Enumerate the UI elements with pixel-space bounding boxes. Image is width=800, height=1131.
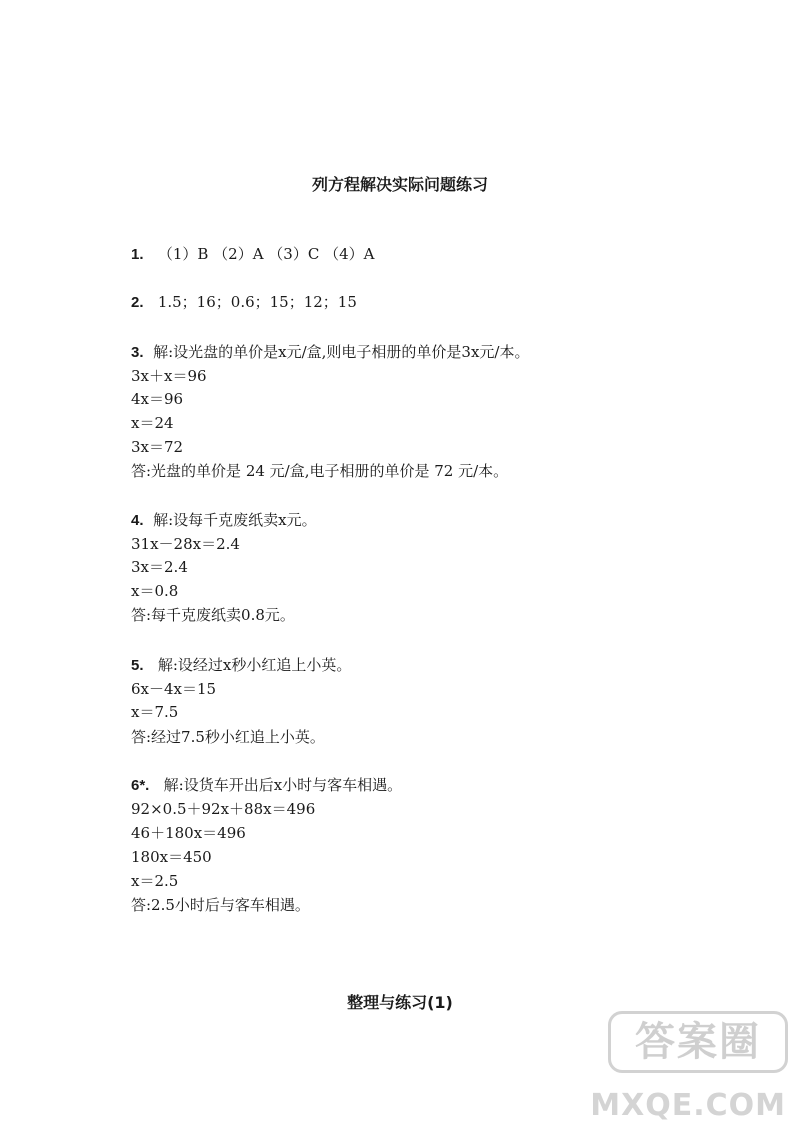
question-6-intro [131,775,402,796]
question-number: 3. [131,344,144,361]
equation-line: 3x＝2.4 [131,558,188,576]
equation-line: x＝7.5 [131,703,179,721]
solution-intro: 解:设光盘的单价是x元/盒,则电子相册的单价是3x元/本。 [153,343,530,361]
watermark-logo: 答案圈 [608,1011,788,1073]
question-2 [131,292,357,313]
question-1 [131,244,374,265]
solution-intro: 解:设货车开出后x小时与客车相遇。 [163,776,403,794]
page-title: 列方程解决实际问题练习 [311,175,488,194]
question-3-intro [131,342,529,363]
equation-line: 92×0.5＋92x＋88x＝496 [131,800,316,818]
question-5-intro [131,655,351,676]
question-number: 2. [131,294,144,311]
equation-line: 3x＝72 [131,438,184,456]
equation-line: x＝24 [131,414,174,432]
answer-line: 答:经过7.5秒小红追上小英。 [131,728,325,746]
question-number: 4. [131,512,144,529]
equation-line: x＝0.8 [131,582,179,600]
answer-text: （1）B （2）A （3）C （4）A [157,245,375,263]
next-section-title: 整理与练习(1) [347,993,453,1012]
answer-line: 答:光盘的单价是 24 元/盒,电子相册的单价是 72 元/本。 [131,462,509,480]
equation-line: 180x＝450 [131,848,212,866]
equation-line: 4x＝96 [131,390,184,408]
equation-line: 46＋180x＝496 [131,824,246,842]
watermark-url: MXQE.COM [590,1088,786,1123]
question-number: 1. [131,246,144,263]
watermark [590,1011,788,1123]
question-number: 6*. [131,777,150,794]
equation-line: 31x－28x＝2.4 [131,535,240,553]
answer-line: 答:2.5小时后与客车相遇。 [131,896,310,914]
solution-intro: 解:设经过x秒小红追上小英。 [157,656,352,674]
answer-text: 1.5；16；0.6；15；12；15 [157,293,357,311]
solution-intro: 解:设每千克废纸卖x元。 [153,511,317,529]
question-4-intro [131,510,317,531]
equation-line: 6x－4x＝15 [131,680,217,698]
equation-line: 3x＋x＝96 [131,367,207,385]
equation-line: x＝2.5 [131,872,179,890]
question-number: 5. [131,657,144,674]
answer-line: 答:每千克废纸卖0.8元。 [131,606,295,624]
